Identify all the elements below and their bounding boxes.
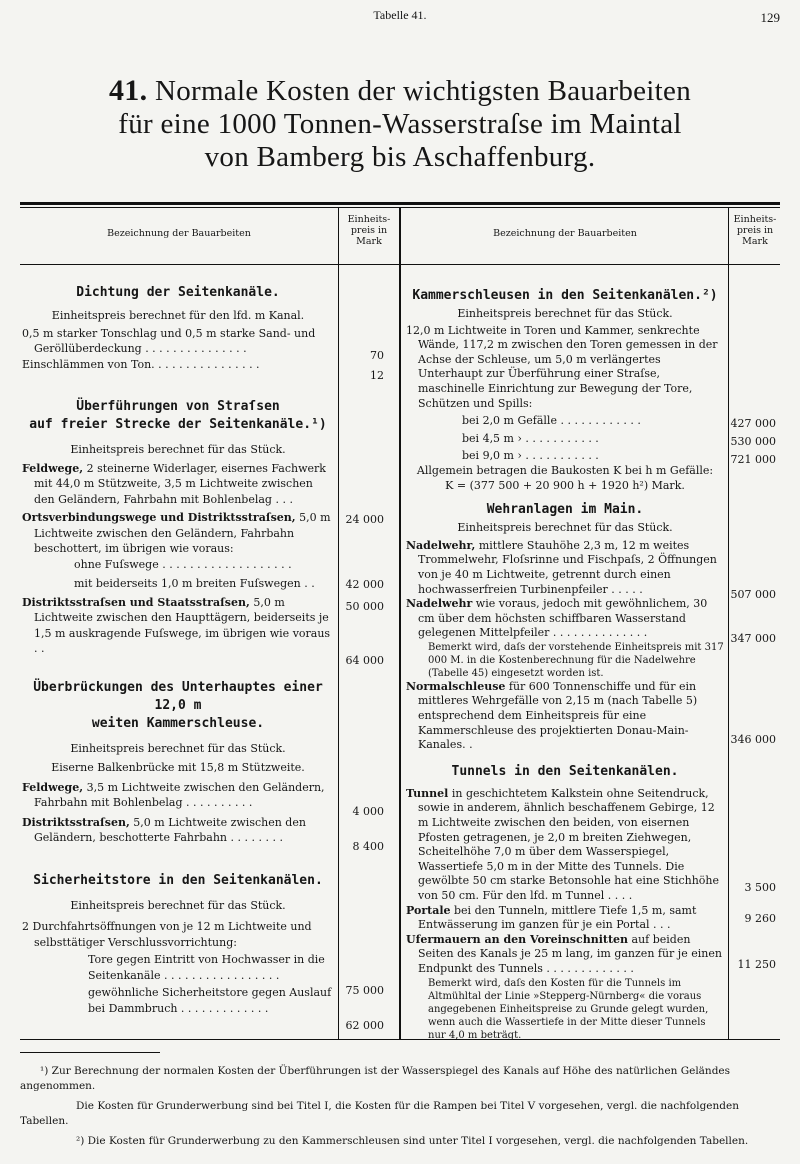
section-title: Überführungen von Straſsen: [76, 399, 280, 414]
row-text: 5,0 m Lichtweite zwischen den Haupttägern, beiderseits je 1,5 m auskragende Fuſswege, im übrigen wie voraus . .: [34, 595, 331, 655]
section-title: Überbrückungen des Unterhauptes einer 12,0 m: [33, 679, 323, 713]
table-row: bei 2,0 m Gefälle . . . . . . . . . . . .: [462, 414, 641, 428]
row-text: auf beiden Seiten des Kanals je 25 m lang, im ganzen für je einen Endpunkt des Tunnels . . . . . . . . . . . . .: [418, 932, 722, 975]
section-subtitle: Einheitspreis berechnet für das Stück.: [457, 521, 673, 535]
table-row: bei 9,0 m › . . . . . . . . . . .: [462, 449, 599, 463]
section-title: Kammerschleusen in den Seitenkanälen.²): [412, 288, 718, 303]
price: 62 000: [345, 1019, 384, 1032]
row-lead: Nadelwehr: [406, 597, 473, 611]
price: 3 500: [744, 881, 776, 894]
header-right-price: Einheits- preis in Mark: [733, 214, 777, 247]
row-lead: Nadelwehr,: [406, 538, 476, 552]
table-row: [406, 787, 724, 904]
table-row: 12,0 m Lichtweite in Toren und Kammer, senkrechte Wände, 117,2 m zwischen den Toren gemessen in der Achse der Schleuse, um 5,0 m verlängertes Unterhaupt zur Überführung einer Straſse, maschinelle Einrichtung zur Bewegung der Tore, Schützen und Spills:: [406, 323, 718, 410]
price: 721 000: [730, 453, 776, 466]
title-line-2: für eine 1000 Tonnen-Wasserstraſse im Maintal: [118, 108, 682, 140]
price: 347 000: [730, 632, 776, 645]
section-title: Sicherheitstore in den Seitenkanälen.: [33, 872, 323, 888]
row-text: für 600 Tonnenschiffe und für ein mittleres Wehrgefälle von 2,15 m (nach Tabelle 5) entsprechend dem Einheitspreis für eine Kammerschleuse des projektierten Donau-Main-Kanales. .: [418, 679, 698, 752]
price: 64 000: [345, 654, 384, 667]
row-text: 5,0 m Lichtweite zwischen den Geländern, beschotterte Fahrbahn . . . . . . . .: [34, 815, 306, 844]
table-number: 41.: [108, 74, 148, 107]
row-text: wie voraus, jedoch mit gewöhnlichem, 30 cm über dem höchsten schiffbaren Wasserstand gelegenen Mittelpfeiler . . . . . . . . . . . . . .: [418, 597, 708, 640]
price: 11 250: [737, 958, 776, 971]
table-row: ohne Fuſswege . . . . . . . . . . . . . . . . . . .: [74, 557, 292, 571]
table-row: [22, 461, 334, 508]
row-lead: Distriktsstraſsen und Staatsstraſsen,: [22, 595, 250, 609]
table-row: [22, 780, 334, 811]
header-left-desc: Bezeichnung der Bauarbeiten: [107, 228, 251, 239]
footnote-2: ²) Die Kosten für Grunderwerbung zu den Kammerschleusen sind unter Titel I vorgesehen, vergl. die nachfolgenden Tabellen.: [76, 1135, 749, 1147]
right-column: [406, 287, 724, 1042]
row-text: 2 steinerne Widerlager, eisernes Fachwerk mit 44,0 m Stützweite, 3,5 m Lichtweite zwischen den Geländern, Fahrbahn mit Bohlenbelag . . .: [34, 461, 326, 506]
row-text: bei den Tunneln, mittlere Tiefe 1,5 m, samt Entwässerung im ganzen für je ein Portal . . .: [418, 903, 697, 932]
section-subtitle: Einheitspreis berechnet für das Stück.: [70, 898, 286, 912]
page-number: 129: [760, 10, 780, 25]
row-lead: Feldwege,: [22, 780, 84, 794]
row-text: in geschichtetem Kalkstein ohne Seitendruck, sowie in anderem, ähnlich beschaffenem Gebirge, 12 m Lichtweite zwischen den beiden, von eisernen Pfosten getragenen, je 2,0 m breiten Ziehwegen, Scheitelhöhe 7,0 m über dem Wasserspiegel, Wassertiefe 5,0 m in der Mitte des Tunnels. Die gewölbte 50 cm starke Betonsohle hat eine Stichhöhe von 50 cm. Für den lfd. m Tunnel . . . .: [418, 786, 720, 902]
price: 50 000: [345, 600, 384, 613]
price: 70: [370, 349, 384, 362]
price: 12: [370, 369, 384, 382]
row-text: mittlere Stauhöhe 2,3 m, 12 m weites Trommelwehr, Floſsrinne und Fischpaſs, 2 Öffnungen von je 40 m Lichtweite, getrennt durch einen hochwasserfreien Turbinenpfeiler . . . . .: [418, 538, 717, 596]
footnote-1b: Die Kosten für Grunderwerbung sind bei Titel I, die Kosten für die Rampen bei Titel V vorgesehen, vergl. die nachfolgenden Tabellen.: [20, 1100, 739, 1127]
table-row: bei 4,5 m › . . . . . . . . . . .: [462, 431, 599, 445]
section-subtitle: Einheitspreis berechnet für das Stück.: [70, 741, 286, 755]
left-price-divider: [338, 207, 339, 1039]
title-line-1: Normale Kosten der wichtigsten Bauarbeiten: [154, 75, 691, 107]
row-lead: Tunnel: [406, 786, 449, 800]
row-lead: Distriktsstraſsen,: [22, 815, 130, 829]
row-text: 5,0 m Lichtweite zwischen den Geländern, Fahrbahn beschottert, im übrigen wie voraus:: [34, 511, 331, 555]
table-row: gewöhnliche Sicherheitstore gegen Auslauf bei Dammbruch . . . . . . . . . . . . .: [88, 986, 332, 1015]
price: 24 000: [345, 513, 384, 526]
price: 42 000: [345, 578, 384, 591]
section-subtitle: Einheitspreis berechnet für den lfd. m Kanal.: [51, 309, 305, 322]
section-title: weiten Kammerschleuse.: [91, 715, 265, 731]
running-title: Tabelle 41.: [373, 8, 427, 22]
formula-line: Allgemein betragen die Baukosten K bei h m Gefälle:: [416, 463, 714, 477]
table-row: [406, 680, 724, 753]
header-left-price: Einheits- preis in Mark: [347, 214, 391, 247]
table-row: [22, 815, 334, 846]
formula-line: K = (377 500 + 20 900 h + 1920 h²) Mark.: [445, 478, 685, 492]
note: Bemerkt wird, daſs den Kosten für die Tunnels im Altmühltal der Linie »Stepperg-Nürnberg« die voraus angegebenen Einheitspreise zu Grunde gelegt wurden, wenn auch die Wassertiefe in der Mitte dieser Tunnels nur 4,0 m beträgt.: [428, 977, 709, 1041]
center-divider: [399, 207, 401, 1039]
footnote-1: ¹) Zur Berechnung der normalen Kosten der Überführungen ist der Wasserspiegel des Kanals auf Höhe des natürlichen Geländes angenommen.: [20, 1065, 731, 1092]
page-title: [60, 74, 740, 174]
table-row: [22, 510, 334, 557]
left-column: [22, 284, 334, 1016]
row-lead: Ufermauern an den Voreinschnitten: [406, 932, 629, 946]
table-row: [406, 597, 724, 641]
footnote: [20, 1064, 780, 1149]
price: 8 400: [352, 840, 384, 853]
section-subtitle: Einheitspreis berechnet für das Stück.: [70, 443, 286, 456]
price: 530 000: [730, 435, 776, 448]
price: 75 000: [345, 984, 384, 997]
section-subtitle: Einheitspreis berechnet für das Stück.: [457, 307, 673, 320]
table-row: [22, 595, 334, 657]
table-row: 2 Durchfahrtsöffnungen von je 12 m Lichtweite und selbsttätiger Verschlussvorrichtung:: [22, 920, 312, 949]
row-lead: Ortsverbindungswege und Distriktsstraſsen,: [22, 511, 296, 524]
table-row: [406, 904, 724, 933]
header-right-desc: Bezeichnung der Bauarbeiten: [493, 228, 637, 239]
right-price-divider: [728, 207, 729, 1039]
table-top-rule: [20, 202, 780, 205]
table-row: [406, 933, 724, 977]
footnote-rule: [20, 1052, 160, 1053]
price: 346 000: [730, 733, 776, 746]
table-row: [406, 539, 724, 597]
row-lead: Feldwege,: [22, 461, 84, 475]
price: 4 000: [352, 805, 384, 818]
price: 507 000: [730, 588, 776, 601]
section-title: Tunnels in den Seitenkanälen.: [451, 763, 679, 779]
table-row: Tore gegen Eintritt von Hochwasser in die Seitenkanäle . . . . . . . . . . . . . . . . .: [88, 953, 325, 982]
price: 427 000: [730, 417, 776, 430]
table-row: Einschlämmen von Ton. . . . . . . . . . . . . . . .: [22, 357, 260, 371]
row-text: 3,5 m Lichtweite zwischen den Geländern, Fahrbahn mit Bohlenbelag . . . . . . . . . .: [34, 780, 325, 809]
section-title: Wehranlagen im Main.: [486, 502, 644, 518]
row-lead: Portale: [406, 903, 451, 917]
note: Bemerkt wird, daſs der vorstehende Einheitspreis mit 317 000 M. in die Kostenberechnung für die Nadelwehre (Tabelle 45) eingesetzt worden ist.: [428, 641, 724, 679]
price: 9 260: [744, 912, 776, 925]
section-title: auf freier Strecke der Seitenkanäle.¹): [29, 417, 327, 432]
table-row: mit beiderseits 1,0 m breiten Fuſswegen . .: [74, 577, 315, 590]
title-line-3: von Bamberg bis Aschaffenburg.: [204, 141, 596, 173]
row-lead: Normalschleuse: [406, 679, 506, 693]
section-title: Dichtung der Seitenkanäle.: [76, 285, 280, 300]
table-row: 0,5 m starker Tonschlag und 0,5 m starke Sand- und Geröllüberdeckung . . . . . . . . . . . . . . .: [22, 326, 316, 355]
section-subtitle: Eiserne Balkenbrücke mit 15,8 m Stützweite.: [51, 761, 305, 774]
